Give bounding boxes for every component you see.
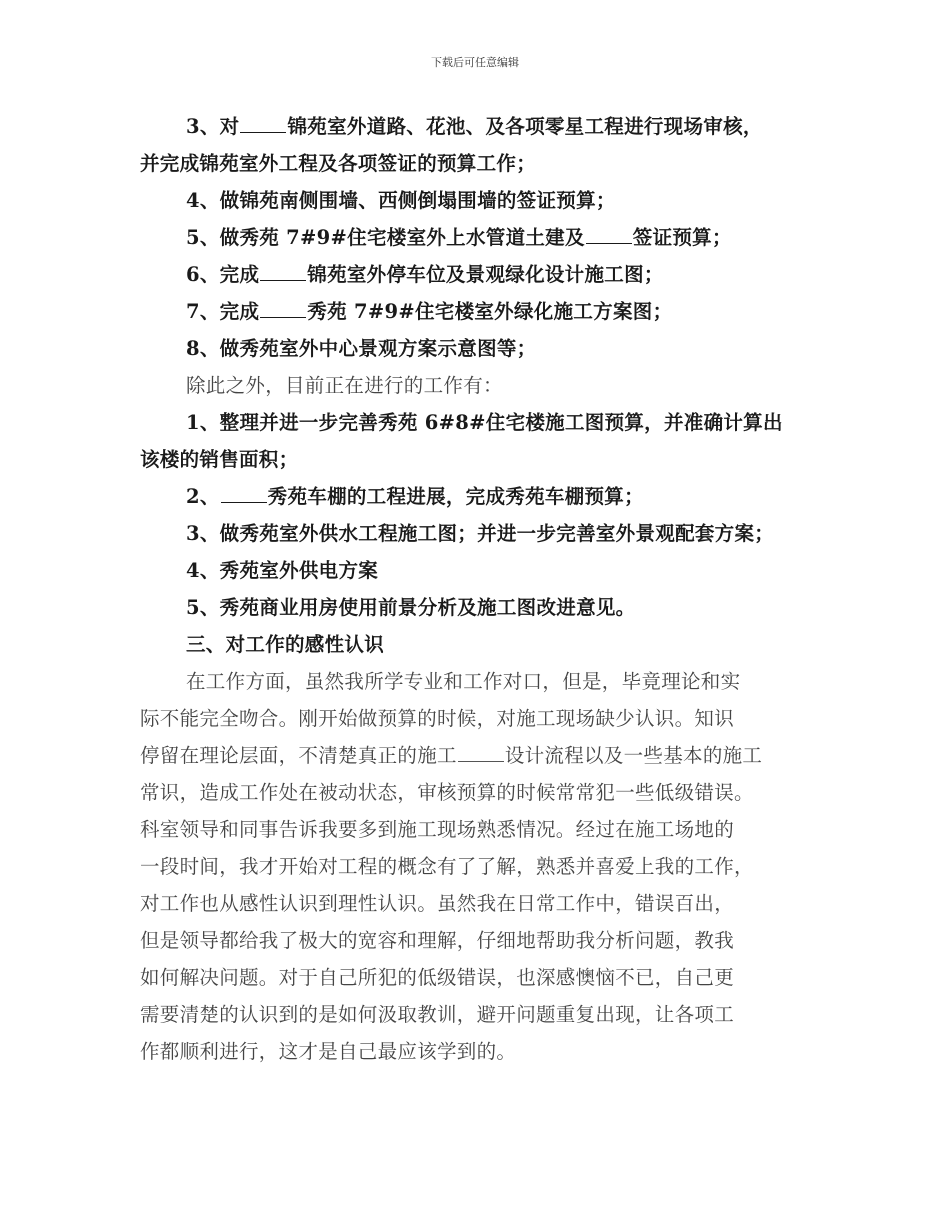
paragraph-line: 作都顺利进行，这才是自己最应该学到的。 bbox=[140, 1040, 517, 1063]
paragraph-line bbox=[140, 737, 830, 774]
list-item-text: 6、完成 bbox=[186, 263, 260, 286]
list-item-done-6 bbox=[140, 256, 830, 293]
list-item-current-1: 1、整理并进一步完善秀苑 6#8#住宅楼施工图预算，并准确计算出 bbox=[186, 411, 783, 434]
list-item-text: 签证预算； bbox=[632, 226, 732, 249]
paragraph-text: 停留在理论层面，不清楚真正的施工 bbox=[140, 744, 457, 767]
list-item-text: 2、 bbox=[186, 485, 220, 508]
list-item-text: 秀苑 7#9#住宅楼室外绿化施工方案图； bbox=[307, 300, 673, 323]
document-body bbox=[140, 108, 830, 1070]
fill-blank bbox=[240, 110, 286, 133]
fill-blank bbox=[458, 739, 504, 762]
section-title: 三、对工作的感性认识 bbox=[186, 633, 385, 656]
list-item-text: 7、完成 bbox=[186, 300, 260, 323]
page-header-note: 下载后可任意编辑 bbox=[431, 56, 519, 69]
list-item-text: 5、做秀苑 7#9#住宅楼室外上水管道土建及 bbox=[186, 226, 585, 249]
paragraph-line: 如何解决问题。对于自己所犯的低级错误，也深感懊恼不已，自己更 bbox=[140, 966, 735, 989]
list-item-done-7 bbox=[140, 293, 830, 330]
paragraph-text: 设计流程以及一些基本的施工 bbox=[504, 744, 763, 767]
fill-blank bbox=[260, 258, 306, 281]
list-item-done-3-cont: 并完成锦苑室外工程及各项签证的预算工作； bbox=[140, 152, 537, 175]
fill-blank bbox=[221, 480, 267, 503]
list-item-text: 锦苑室外停车位及景观绿化设计施工图； bbox=[307, 263, 664, 286]
list-item-current-5: 5、秀苑商业用房使用前景分析及施工图改进意见。 bbox=[186, 596, 636, 619]
list-item-text: 3、对 bbox=[186, 115, 240, 138]
current-work-intro: 除此之外，目前正在进行的工作有： bbox=[186, 374, 503, 397]
paragraph-line: 科室领导和同事告诉我要多到施工现场熟悉情况。经过在施工场地的 bbox=[140, 818, 735, 841]
fill-blank bbox=[260, 295, 306, 318]
list-item-text: 秀苑车棚的工程进展，完成秀苑车棚预算； bbox=[267, 485, 644, 508]
list-item-done-5 bbox=[140, 219, 830, 256]
list-item-current-4: 4、秀苑室外供电方案 bbox=[186, 559, 379, 582]
fill-blank bbox=[586, 221, 632, 244]
paragraph-line: 但是领导都给我了极大的宽容和理解，仔细地帮助我分析问题，教我 bbox=[140, 929, 735, 952]
list-item-done-4: 4、做锦苑南侧围墙、西侧倒塌围墙的签证预算； bbox=[186, 189, 616, 212]
list-item-text: 锦苑室外道路、花池、及各项零星工程进行现场审核， bbox=[287, 115, 763, 138]
paragraph-line: 一段时间，我才开始对工程的概念有了了解，熟悉并喜爱上我的工作， bbox=[140, 855, 754, 878]
list-item-done-3 bbox=[140, 108, 830, 145]
list-item-current-3: 3、做秀苑室外供水工程施工图；并进一步完善室外景观配套方案； bbox=[186, 522, 775, 545]
list-item-done-8: 8、做秀苑室外中心景观方案示意图等； bbox=[186, 337, 537, 360]
paragraph-line: 需要清楚的认识到的是如何汲取教训，避开问题重复出现，让各项工 bbox=[140, 1003, 735, 1026]
paragraph-line: 对工作也从感性认识到理性认识。虽然我在日常工作中，错误百出， bbox=[140, 892, 735, 915]
paragraph-line: 常识，造成工作处在被动状态，审核预算的时候常常犯一些低级错误。 bbox=[140, 781, 754, 804]
list-item-current-1-cont: 该楼的销售面积； bbox=[140, 448, 299, 471]
paragraph-line: 在工作方面，虽然我所学专业和工作对口，但是，毕竟理论和实 bbox=[186, 670, 741, 693]
paragraph-line: 际不能完全吻合。刚开始做预算的时候，对施工现场缺少认识。知识 bbox=[140, 707, 735, 730]
list-item-current-2 bbox=[140, 478, 830, 515]
